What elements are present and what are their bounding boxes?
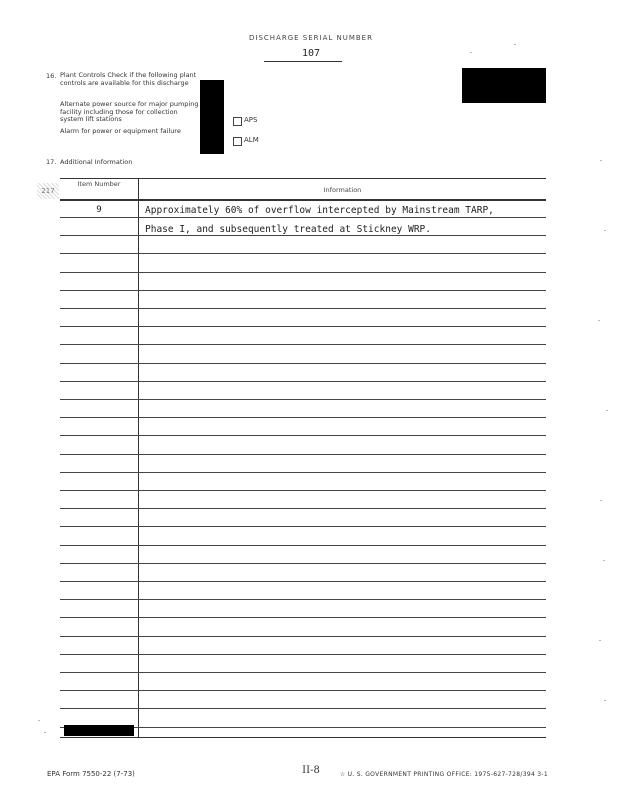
table-row-line [60, 599, 546, 600]
redaction-block-bottom [64, 725, 134, 736]
form-identifier: EPA Form 7550-22 (7-73) [47, 770, 135, 778]
side-stamp-mark: 217 [37, 183, 59, 199]
table-row-line [60, 472, 546, 473]
item-17-number: 17. [46, 158, 57, 166]
table-row-info-line-2: Phase I, and subsequently treated at Stickney WRP. [145, 224, 431, 235]
table-row-line [60, 326, 546, 327]
table-row-line [60, 581, 546, 582]
table-row-line [60, 526, 546, 527]
scan-speck [604, 700, 606, 701]
scan-speck [514, 44, 516, 45]
table-row-line [60, 235, 546, 236]
table-header-information: Information [323, 186, 362, 194]
scan-speck [606, 410, 608, 411]
scan-speck [470, 52, 472, 53]
table-row-line [60, 636, 546, 637]
redaction-block-item-16 [200, 80, 224, 154]
redaction-block-top [462, 68, 546, 103]
scan-speck [604, 230, 606, 231]
table-row-line [60, 217, 546, 218]
page-number: II-8 [302, 765, 320, 776]
table-row-line [60, 308, 546, 309]
table-header-item-number: Item Number [77, 180, 121, 188]
scan-speck [598, 320, 600, 321]
serial-number-label: DISCHARGE SERIAL NUMBER [249, 34, 373, 42]
table-header-divider [60, 199, 546, 201]
table-row-line [60, 672, 546, 673]
table-row-line [60, 381, 546, 382]
table-row-line [60, 399, 546, 400]
printing-office-note: ☆ U. S. GOVERNMENT PRINTING OFFICE: 1975-627-728/394 3-1 [339, 771, 548, 778]
scan-speck [38, 720, 40, 721]
alm-label: ALM [244, 136, 259, 144]
item-16-description: Plant Controls Check if the following plant controls are available for this discharge [60, 71, 197, 87]
item-17-title: Additional Information [60, 158, 133, 166]
serial-number-underline [264, 61, 342, 62]
serial-number-value: 107 [301, 48, 321, 59]
table-row-info-line-1: Approximately 60% of overflow intercepted by Mainstream TARP, [145, 205, 494, 216]
alm-checkbox[interactable] [233, 137, 242, 146]
scan-speck [603, 560, 605, 561]
table-row-item-number: 9 [96, 205, 102, 215]
table-row-line [60, 253, 546, 254]
table-row-line [60, 563, 546, 564]
scan-speck [44, 732, 46, 733]
scan-speck [599, 640, 601, 641]
table-row-line [60, 344, 546, 345]
aps-description: Alternate power source for major pumping facility including those for collection system lift stations [60, 100, 199, 123]
table-row-line [60, 690, 546, 691]
alm-description: Alarm for power or equipment failure [60, 127, 181, 135]
table-row-line [60, 508, 546, 509]
table-row-line [60, 454, 546, 455]
item-16-number: 16. [46, 72, 57, 80]
scan-speck [600, 500, 602, 501]
table-row-line [60, 272, 546, 273]
table-top-border [60, 178, 546, 179]
aps-checkbox[interactable] [233, 117, 242, 126]
table-row-line [60, 617, 546, 618]
table-row-line [60, 363, 546, 364]
scan-speck [600, 160, 602, 161]
table-row-line [60, 490, 546, 491]
aps-label: APS [244, 116, 258, 124]
table-row-line [60, 708, 546, 709]
table-row-line [60, 654, 546, 655]
table-row-line [60, 290, 546, 291]
table-row-line [60, 545, 546, 546]
table-bottom-border [60, 737, 546, 738]
table-row-line [60, 417, 546, 418]
table-row-line [60, 435, 546, 436]
